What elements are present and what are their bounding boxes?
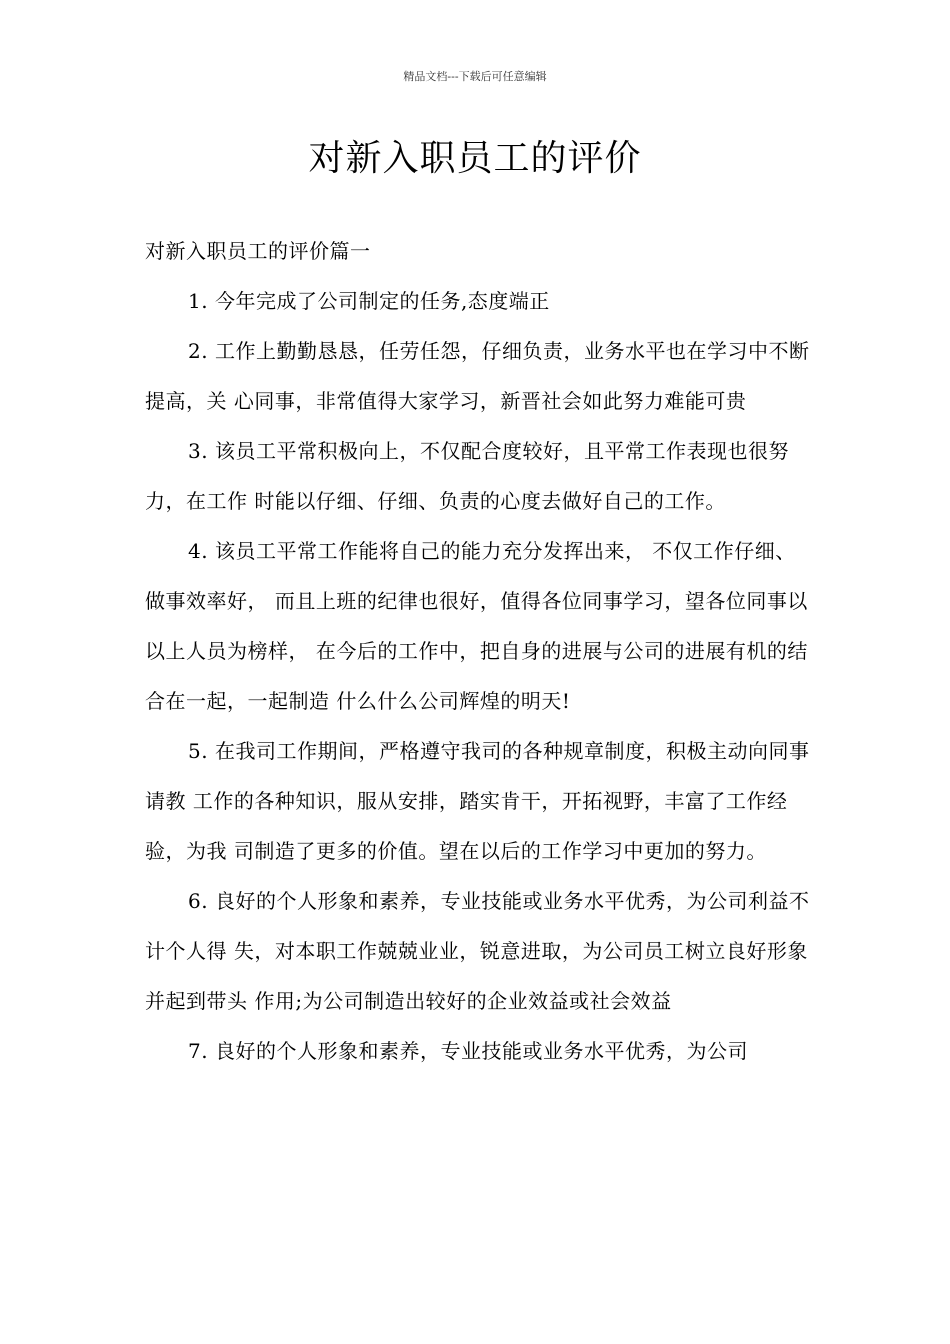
paragraph-4: 4. 该员工平常工作能将自己的能力充分发挥出来， 不仅工作仔细、 做事效率好， 而且上班的纪律也很好，值得各位同事学习，望各位同事以以上人员为榜样， 在今后的工作中，把自身的进展与公司的进展有机的结合在一起，一起制造 什么什么公司辉煌的明天! (145, 539, 808, 713)
paragraph-7: 7. 良好的个人形象和素养，专业技能或业务水平优秀，为公司 (188, 1039, 748, 1063)
header-note: 精品文档---下载后可任意编辑 (403, 70, 547, 83)
paragraph-6: 6. 良好的个人形象和素养，专业技能或业务水平优秀，为公司利益不计个人得 失，对本职工作兢兢业业，锐意进取，为公司员工树立良好形象并起到带头 作用;为公司制造出较好的企业效益或社会效益 (145, 889, 810, 1013)
paragraph-3: 3. 该员工平常积极向上，不仅配合度较好，且平常工作表现也很努力，在工作 时能以仔细、仔细、负责的心度去做好自己的工作。 (145, 439, 789, 513)
section-heading: 对新入职员工的评价篇一 (145, 239, 371, 263)
document-body (145, 226, 815, 1076)
paragraph-2: 2. 工作上勤勤恳恳，任劳任怨，仔细负责，业务水平也在学习中不断提高，关 心同事，非常值得大家学习，新晋社会如此努力难能可贵 (145, 339, 810, 413)
paragraph-5: 5. 在我司工作期间，严格遵守我司的各种规章制度，积极主动向同事请教 工作的各种知识，服从安排，踏实肯干，开拓视野，丰富了工作经验，为我 司制造了更多的价值。望在以后的工作学习中更加的努力。 (145, 739, 810, 863)
document-title: 对新入职员工的评价 (308, 138, 642, 179)
paragraph-1: 1. 今年完成了公司制定的任务,态度端正 (188, 289, 550, 313)
